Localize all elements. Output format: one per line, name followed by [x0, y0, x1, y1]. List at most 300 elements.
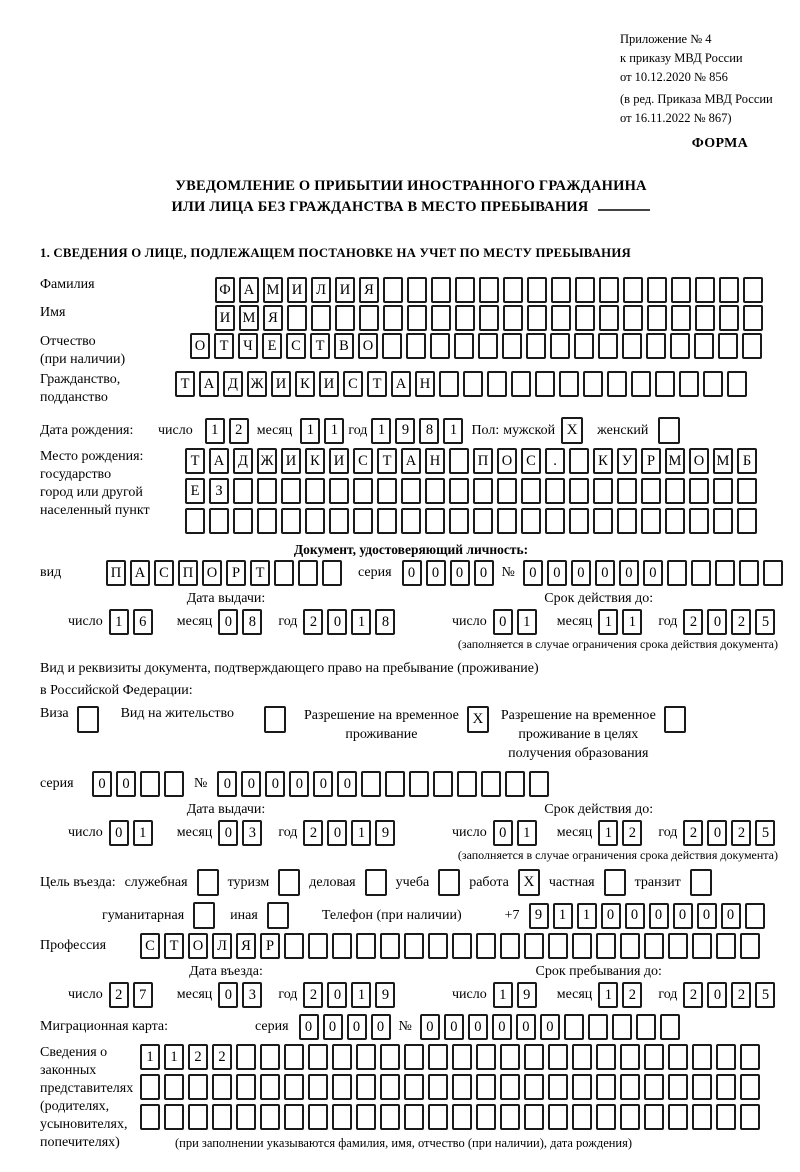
- char-cell[interactable]: [476, 1074, 496, 1100]
- char-cell[interactable]: 0: [323, 1014, 343, 1040]
- char-cell[interactable]: 3: [242, 820, 262, 846]
- char-cell[interactable]: 5: [755, 982, 775, 1008]
- char-cell[interactable]: [535, 371, 555, 397]
- char-cell[interactable]: 2: [683, 609, 703, 635]
- char-cell[interactable]: 1: [205, 418, 225, 444]
- char-cell[interactable]: [212, 1074, 232, 1100]
- char-cell[interactable]: 0: [516, 1014, 536, 1040]
- char-cell[interactable]: [743, 305, 763, 331]
- char-cell[interactable]: [740, 1074, 760, 1100]
- char-cell[interactable]: [569, 448, 589, 474]
- char-cell[interactable]: Л: [212, 933, 232, 959]
- char-cell[interactable]: Н: [425, 448, 445, 474]
- char-cell[interactable]: 0: [337, 771, 357, 797]
- char-cell[interactable]: [596, 1044, 616, 1070]
- char-cell[interactable]: [497, 508, 517, 534]
- char-cell[interactable]: [404, 1104, 424, 1130]
- char-cell[interactable]: 1: [577, 903, 597, 929]
- char-cell[interactable]: Т: [164, 933, 184, 959]
- char-cell[interactable]: 2: [303, 609, 323, 635]
- char-cell[interactable]: [671, 277, 691, 303]
- char-cell[interactable]: [284, 1104, 304, 1130]
- char-cell[interactable]: [140, 1104, 160, 1130]
- char-cell[interactable]: 0: [402, 560, 422, 586]
- char-cell[interactable]: [545, 508, 565, 534]
- char-cell[interactable]: [660, 1014, 680, 1040]
- char-cell[interactable]: [727, 371, 747, 397]
- char-cell[interactable]: 0: [707, 820, 727, 846]
- char-cell[interactable]: [188, 1104, 208, 1130]
- char-cell[interactable]: С: [353, 448, 373, 474]
- char-cell[interactable]: Т: [377, 448, 397, 474]
- char-cell[interactable]: 0: [540, 1014, 560, 1040]
- char-cell[interactable]: А: [199, 371, 219, 397]
- char-cell[interactable]: [598, 333, 618, 359]
- char-cell[interactable]: [452, 1074, 472, 1100]
- char-cell[interactable]: [236, 1104, 256, 1130]
- char-cell[interactable]: 0: [116, 771, 136, 797]
- char-cell[interactable]: И: [215, 305, 235, 331]
- char-cell[interactable]: [550, 333, 570, 359]
- char-cell[interactable]: [455, 277, 475, 303]
- char-cell[interactable]: [287, 305, 307, 331]
- char-cell[interactable]: [548, 1044, 568, 1070]
- char-cell[interactable]: А: [130, 560, 150, 586]
- char-cell[interactable]: [692, 1044, 712, 1070]
- char-cell[interactable]: [623, 305, 643, 331]
- purpose-commercial-checkbox[interactable]: [365, 869, 387, 896]
- char-cell[interactable]: [332, 1074, 352, 1100]
- char-cell[interactable]: [524, 1044, 544, 1070]
- char-cell[interactable]: 1: [140, 1044, 160, 1070]
- char-cell[interactable]: [380, 1074, 400, 1100]
- char-cell[interactable]: [164, 1074, 184, 1100]
- char-cell[interactable]: 0: [313, 771, 333, 797]
- char-cell[interactable]: [524, 1104, 544, 1130]
- char-cell[interactable]: 0: [289, 771, 309, 797]
- char-cell[interactable]: [284, 933, 304, 959]
- char-cell[interactable]: 1: [493, 982, 513, 1008]
- char-cell[interactable]: [646, 333, 666, 359]
- char-cell[interactable]: [599, 305, 619, 331]
- purpose-humanitarian-checkbox[interactable]: [193, 902, 215, 929]
- char-cell[interactable]: [620, 1044, 640, 1070]
- char-cell[interactable]: [274, 560, 294, 586]
- char-cell[interactable]: [260, 1044, 280, 1070]
- char-cell[interactable]: 1: [164, 1044, 184, 1070]
- char-cell[interactable]: 0: [218, 609, 238, 635]
- char-cell[interactable]: [431, 277, 451, 303]
- char-cell[interactable]: Д: [223, 371, 243, 397]
- char-cell[interactable]: 9: [529, 903, 549, 929]
- char-cell[interactable]: 2: [303, 820, 323, 846]
- char-cell[interactable]: 9: [395, 418, 415, 444]
- char-cell[interactable]: [401, 508, 421, 534]
- char-cell[interactable]: С: [521, 448, 541, 474]
- char-cell[interactable]: 2: [303, 982, 323, 1008]
- char-cell[interactable]: [670, 333, 690, 359]
- char-cell[interactable]: [668, 933, 688, 959]
- char-cell[interactable]: [719, 305, 739, 331]
- char-cell[interactable]: [164, 771, 184, 797]
- char-cell[interactable]: [356, 1044, 376, 1070]
- char-cell[interactable]: [694, 333, 714, 359]
- char-cell[interactable]: 1: [622, 609, 642, 635]
- char-cell[interactable]: 9: [375, 820, 395, 846]
- char-cell[interactable]: 0: [625, 903, 645, 929]
- char-cell[interactable]: 0: [241, 771, 261, 797]
- char-cell[interactable]: [425, 508, 445, 534]
- char-cell[interactable]: [742, 333, 762, 359]
- char-cell[interactable]: [713, 478, 733, 504]
- char-cell[interactable]: [695, 277, 715, 303]
- char-cell[interactable]: [526, 333, 546, 359]
- char-cell[interactable]: .: [545, 448, 565, 474]
- char-cell[interactable]: М: [713, 448, 733, 474]
- char-cell[interactable]: 0: [721, 903, 741, 929]
- char-cell[interactable]: [740, 933, 760, 959]
- char-cell[interactable]: [596, 933, 616, 959]
- char-cell[interactable]: 0: [109, 820, 129, 846]
- char-cell[interactable]: Е: [262, 333, 282, 359]
- char-cell[interactable]: 0: [420, 1014, 440, 1040]
- char-cell[interactable]: Е: [185, 478, 205, 504]
- char-cell[interactable]: Я: [236, 933, 256, 959]
- char-cell[interactable]: 0: [371, 1014, 391, 1040]
- char-cell[interactable]: [745, 903, 765, 929]
- char-cell[interactable]: [668, 1044, 688, 1070]
- char-cell[interactable]: [716, 933, 736, 959]
- char-cell[interactable]: [209, 508, 229, 534]
- char-cell[interactable]: О: [689, 448, 709, 474]
- char-cell[interactable]: И: [271, 371, 291, 397]
- char-cell[interactable]: 0: [697, 903, 717, 929]
- char-cell[interactable]: Т: [367, 371, 387, 397]
- char-cell[interactable]: Я: [263, 305, 283, 331]
- char-cell[interactable]: [479, 305, 499, 331]
- char-cell[interactable]: 0: [547, 560, 567, 586]
- char-cell[interactable]: [572, 1074, 592, 1100]
- char-cell[interactable]: [455, 305, 475, 331]
- char-cell[interactable]: [665, 508, 685, 534]
- char-cell[interactable]: [617, 508, 637, 534]
- char-cell[interactable]: [322, 560, 342, 586]
- char-cell[interactable]: И: [319, 371, 339, 397]
- char-cell[interactable]: 2: [683, 820, 703, 846]
- char-cell[interactable]: [487, 371, 507, 397]
- char-cell[interactable]: [667, 560, 687, 586]
- char-cell[interactable]: [335, 305, 355, 331]
- char-cell[interactable]: 1: [553, 903, 573, 929]
- char-cell[interactable]: [236, 1044, 256, 1070]
- char-cell[interactable]: [452, 1044, 472, 1070]
- char-cell[interactable]: 0: [707, 982, 727, 1008]
- char-cell[interactable]: [622, 333, 642, 359]
- char-cell[interactable]: [383, 305, 403, 331]
- char-cell[interactable]: [524, 933, 544, 959]
- char-cell[interactable]: [596, 1104, 616, 1130]
- char-cell[interactable]: [311, 305, 331, 331]
- char-cell[interactable]: 2: [731, 609, 751, 635]
- char-cell[interactable]: У: [617, 448, 637, 474]
- char-cell[interactable]: [449, 478, 469, 504]
- purpose-transit-checkbox[interactable]: [690, 869, 712, 896]
- char-cell[interactable]: [641, 508, 661, 534]
- char-cell[interactable]: [212, 1104, 232, 1130]
- char-cell[interactable]: 2: [229, 418, 249, 444]
- char-cell[interactable]: Б: [737, 448, 757, 474]
- char-cell[interactable]: [620, 933, 640, 959]
- char-cell[interactable]: [564, 1014, 584, 1040]
- char-cell[interactable]: 2: [212, 1044, 232, 1070]
- char-cell[interactable]: [671, 305, 691, 331]
- char-cell[interactable]: [715, 560, 735, 586]
- char-cell[interactable]: 1: [443, 418, 463, 444]
- char-cell[interactable]: [428, 933, 448, 959]
- char-cell[interactable]: [401, 478, 421, 504]
- char-cell[interactable]: [572, 933, 592, 959]
- char-cell[interactable]: [503, 277, 523, 303]
- char-cell[interactable]: [164, 1104, 184, 1130]
- char-cell[interactable]: [644, 1074, 664, 1100]
- char-cell[interactable]: [620, 1104, 640, 1130]
- char-cell[interactable]: [380, 1044, 400, 1070]
- char-cell[interactable]: 2: [622, 820, 642, 846]
- char-cell[interactable]: И: [281, 448, 301, 474]
- char-cell[interactable]: 0: [493, 609, 513, 635]
- char-cell[interactable]: Ж: [247, 371, 267, 397]
- char-cell[interactable]: Т: [250, 560, 270, 586]
- char-cell[interactable]: 0: [474, 560, 494, 586]
- char-cell[interactable]: [454, 333, 474, 359]
- char-cell[interactable]: [383, 277, 403, 303]
- char-cell[interactable]: Д: [233, 448, 253, 474]
- char-cell[interactable]: [575, 305, 595, 331]
- visa-checkbox[interactable]: [77, 706, 99, 733]
- char-cell[interactable]: [641, 478, 661, 504]
- char-cell[interactable]: Ч: [238, 333, 258, 359]
- char-cell[interactable]: 1: [109, 609, 129, 635]
- purpose-work-checkbox[interactable]: X: [518, 869, 540, 896]
- char-cell[interactable]: [503, 305, 523, 331]
- char-cell[interactable]: [737, 478, 757, 504]
- char-cell[interactable]: [329, 478, 349, 504]
- char-cell[interactable]: К: [593, 448, 613, 474]
- char-cell[interactable]: [428, 1074, 448, 1100]
- char-cell[interactable]: [551, 277, 571, 303]
- char-cell[interactable]: А: [401, 448, 421, 474]
- char-cell[interactable]: 2: [731, 982, 751, 1008]
- char-cell[interactable]: [233, 508, 253, 534]
- char-cell[interactable]: [377, 508, 397, 534]
- char-cell[interactable]: О: [190, 333, 210, 359]
- char-cell[interactable]: [572, 1044, 592, 1070]
- char-cell[interactable]: [404, 933, 424, 959]
- char-cell[interactable]: [428, 1104, 448, 1130]
- char-cell[interactable]: [607, 371, 627, 397]
- char-cell[interactable]: 0: [347, 1014, 367, 1040]
- char-cell[interactable]: 1: [351, 609, 371, 635]
- char-cell[interactable]: О: [202, 560, 222, 586]
- char-cell[interactable]: [407, 277, 427, 303]
- char-cell[interactable]: [361, 771, 381, 797]
- char-cell[interactable]: 0: [444, 1014, 464, 1040]
- edu-permit-checkbox[interactable]: [664, 706, 686, 733]
- char-cell[interactable]: 1: [517, 820, 537, 846]
- char-cell[interactable]: 0: [218, 982, 238, 1008]
- char-cell[interactable]: 0: [217, 771, 237, 797]
- char-cell[interactable]: [380, 1104, 400, 1130]
- char-cell[interactable]: 9: [375, 982, 395, 1008]
- char-cell[interactable]: 2: [622, 982, 642, 1008]
- char-cell[interactable]: 1: [598, 982, 618, 1008]
- char-cell[interactable]: [713, 508, 733, 534]
- char-cell[interactable]: [353, 508, 373, 534]
- char-cell[interactable]: М: [665, 448, 685, 474]
- char-cell[interactable]: [260, 1074, 280, 1100]
- char-cell[interactable]: 0: [218, 820, 238, 846]
- char-cell[interactable]: [140, 771, 160, 797]
- char-cell[interactable]: [644, 1104, 664, 1130]
- char-cell[interactable]: [473, 478, 493, 504]
- char-cell[interactable]: [233, 478, 253, 504]
- char-cell[interactable]: [716, 1074, 736, 1100]
- char-cell[interactable]: [188, 1074, 208, 1100]
- char-cell[interactable]: [665, 478, 685, 504]
- char-cell[interactable]: [305, 508, 325, 534]
- char-cell[interactable]: [647, 277, 667, 303]
- char-cell[interactable]: П: [473, 448, 493, 474]
- char-cell[interactable]: [476, 1104, 496, 1130]
- char-cell[interactable]: С: [343, 371, 363, 397]
- char-cell[interactable]: 0: [673, 903, 693, 929]
- char-cell[interactable]: [620, 1074, 640, 1100]
- char-cell[interactable]: [502, 333, 522, 359]
- char-cell[interactable]: [377, 478, 397, 504]
- char-cell[interactable]: [298, 560, 318, 586]
- char-cell[interactable]: [655, 371, 675, 397]
- char-cell[interactable]: [478, 333, 498, 359]
- char-cell[interactable]: 8: [242, 609, 262, 635]
- char-cell[interactable]: 2: [188, 1044, 208, 1070]
- char-cell[interactable]: [569, 508, 589, 534]
- char-cell[interactable]: С: [140, 933, 160, 959]
- char-cell[interactable]: [737, 508, 757, 534]
- char-cell[interactable]: О: [358, 333, 378, 359]
- char-cell[interactable]: [692, 1074, 712, 1100]
- char-cell[interactable]: 1: [351, 820, 371, 846]
- char-cell[interactable]: 0: [571, 560, 591, 586]
- char-cell[interactable]: 1: [598, 820, 618, 846]
- char-cell[interactable]: В: [334, 333, 354, 359]
- char-cell[interactable]: [380, 933, 400, 959]
- char-cell[interactable]: [481, 771, 501, 797]
- char-cell[interactable]: [284, 1074, 304, 1100]
- char-cell[interactable]: С: [286, 333, 306, 359]
- char-cell[interactable]: [428, 1044, 448, 1070]
- char-cell[interactable]: [739, 560, 759, 586]
- char-cell[interactable]: [718, 333, 738, 359]
- char-cell[interactable]: [452, 933, 472, 959]
- purpose-tourism-checkbox[interactable]: [278, 869, 300, 896]
- char-cell[interactable]: Ж: [257, 448, 277, 474]
- char-cell[interactable]: 0: [426, 560, 446, 586]
- char-cell[interactable]: 0: [468, 1014, 488, 1040]
- char-cell[interactable]: [593, 478, 613, 504]
- char-cell[interactable]: [572, 1104, 592, 1130]
- char-cell[interactable]: [644, 933, 664, 959]
- char-cell[interactable]: 0: [450, 560, 470, 586]
- char-cell[interactable]: 0: [595, 560, 615, 586]
- male-checkbox[interactable]: X: [561, 417, 583, 444]
- char-cell[interactable]: 1: [517, 609, 537, 635]
- char-cell[interactable]: [679, 371, 699, 397]
- char-cell[interactable]: [382, 333, 402, 359]
- char-cell[interactable]: [692, 1104, 712, 1130]
- char-cell[interactable]: 0: [265, 771, 285, 797]
- char-cell[interactable]: [463, 371, 483, 397]
- char-cell[interactable]: Р: [226, 560, 246, 586]
- char-cell[interactable]: [527, 305, 547, 331]
- char-cell[interactable]: [308, 1104, 328, 1130]
- char-cell[interactable]: [593, 508, 613, 534]
- char-cell[interactable]: 0: [643, 560, 663, 586]
- char-cell[interactable]: [740, 1104, 760, 1130]
- char-cell[interactable]: [631, 371, 651, 397]
- char-cell[interactable]: [308, 1044, 328, 1070]
- char-cell[interactable]: [185, 508, 205, 534]
- char-cell[interactable]: [596, 1074, 616, 1100]
- char-cell[interactable]: 3: [242, 982, 262, 1008]
- char-cell[interactable]: [692, 933, 712, 959]
- char-cell[interactable]: [479, 277, 499, 303]
- char-cell[interactable]: 0: [619, 560, 639, 586]
- char-cell[interactable]: 1: [598, 609, 618, 635]
- char-cell[interactable]: [356, 933, 376, 959]
- char-cell[interactable]: [332, 1104, 352, 1130]
- char-cell[interactable]: 1: [324, 418, 344, 444]
- char-cell[interactable]: 6: [133, 609, 153, 635]
- char-cell[interactable]: [332, 1044, 352, 1070]
- char-cell[interactable]: Т: [214, 333, 234, 359]
- purpose-private-checkbox[interactable]: [604, 869, 626, 896]
- char-cell[interactable]: [743, 277, 763, 303]
- char-cell[interactable]: [140, 1074, 160, 1100]
- char-cell[interactable]: А: [239, 277, 259, 303]
- female-checkbox[interactable]: [658, 417, 680, 444]
- char-cell[interactable]: [500, 1044, 520, 1070]
- char-cell[interactable]: 0: [707, 609, 727, 635]
- char-cell[interactable]: 8: [419, 418, 439, 444]
- char-cell[interactable]: [574, 333, 594, 359]
- char-cell[interactable]: [449, 508, 469, 534]
- char-cell[interactable]: [409, 771, 429, 797]
- char-cell[interactable]: 0: [327, 982, 347, 1008]
- char-cell[interactable]: О: [497, 448, 517, 474]
- char-cell[interactable]: [599, 277, 619, 303]
- char-cell[interactable]: [740, 1044, 760, 1070]
- char-cell[interactable]: [617, 478, 637, 504]
- char-cell[interactable]: Т: [310, 333, 330, 359]
- char-cell[interactable]: [305, 478, 325, 504]
- char-cell[interactable]: Т: [175, 371, 195, 397]
- char-cell[interactable]: М: [263, 277, 283, 303]
- purpose-study-checkbox[interactable]: [438, 869, 460, 896]
- char-cell[interactable]: 5: [755, 820, 775, 846]
- char-cell[interactable]: [430, 333, 450, 359]
- temp-permit-checkbox[interactable]: X: [467, 706, 489, 733]
- char-cell[interactable]: [703, 371, 723, 397]
